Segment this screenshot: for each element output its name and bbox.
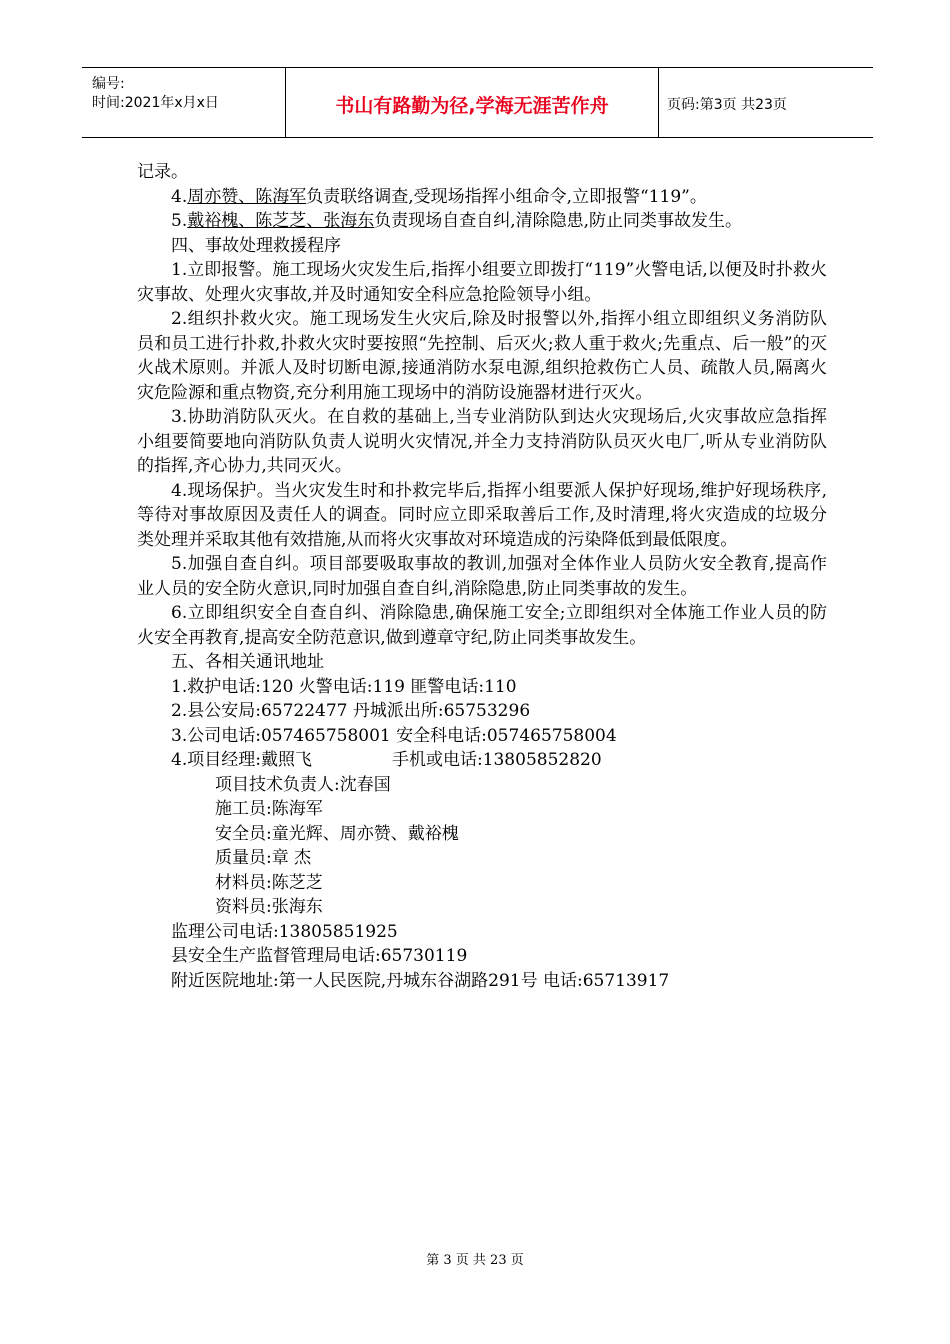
header-motto: 书山有路勤为径,学海无涯苦作舟 <box>335 95 609 117</box>
section-heading: 四、事故处理救援程序 <box>171 235 341 256</box>
staff-line: 安全员:童光辉、周亦赞、戴裕槐 <box>215 823 459 844</box>
contact-line: 附近医院地址:第一人民医院,丹城东谷湖路291号 电话:65713917 <box>171 970 670 991</box>
section-heading: 五、各相关通讯地址 <box>171 652 324 672</box>
paragraph: 5.戴裕槐、陈芝芝、张海东负责现场自查自纠,清除隐患,防止同类事故发生。 <box>171 211 743 231</box>
contact-line: 4.项目经理:戴照飞 手机或电话:13805852820 <box>171 750 602 770</box>
underlined-names: 戴裕槐、陈芝芝、张海东 <box>187 211 375 231</box>
staff-line: 施工员:陈海军 <box>215 799 323 819</box>
paragraph: 6.立即组织安全自查自纠、消除隐患,确保施工安全;立即组织对全体施工作业人员的防火安全再教育,提高安全防范意识,做到遵章守纪,防止同类事故发生。 <box>137 603 827 648</box>
staff-line: 项目技术负责人:沈春国 <box>215 774 391 795</box>
doc-number: 编号: <box>92 76 125 92</box>
paragraph: 4.现场保护。当火灾发生时和扑救完毕后,指挥小组要派人保护好现场,维护好现场秩序,等待对事故原因及责任人的调查。同时应立即采取善后工作,及时清理,将火灾造成的垃圾分类处理并采取其他有效措施,从而将火灾事故对环境造成的污染降低到最低限度。 <box>137 480 827 550</box>
contact-line: 监理公司电话:13805851925 <box>171 921 398 942</box>
header-page-cell <box>659 68 873 137</box>
paragraph: 2.组织扑救火灾。施工现场发生火灾后,除及时报警以外,指挥小组立即组织义务消防队员和员工进行扑救,扑救火灾时要按照“先控制、后灭火;救人重于救火;先重点、后一般”的灭火战术原则。并派人及时切断电源,接通消防水泵电源,组织抢救伤亡人员、疏散人员,隔离火灾危险源和重点物资,充分利用施工现场中的消防设施器材进行灭火。 <box>137 309 827 403</box>
contact-line: 2.县公安局:65722477 丹城派出所:65753296 <box>171 701 531 721</box>
doc-time: 时间:2021年x月x日 <box>92 95 219 111</box>
page-header <box>82 67 873 138</box>
paragraph: 3.协助消防队灭火。在自救的基础上,当专业消防队到达火灾现场后,火灾事故应急指挥小组要简要地向消防队负责人说明火灾情况,并全力支持消防队员灭火电厂,听从专业消防队的指挥,齐心协力,共同灭火。 <box>137 407 827 476</box>
header-meta <box>82 68 286 137</box>
header-page-number: 页码:第3页 共23页 <box>667 97 787 113</box>
page-footer: 第 3 页 共 23 页 <box>426 1253 524 1268</box>
paragraph: 5.加强自查自纠。项目部要吸取事故的教训,加强对全体作业人员防火安全教育,提高作业人员的安全防火意识,同时加强自查自纠,消除隐患,防止同类事故的发生。 <box>137 554 827 599</box>
staff-line: 质量员:章 杰 <box>215 848 312 868</box>
contact-line: 县安全生产监督管理局电话:65730119 <box>171 946 468 966</box>
document-body <box>137 160 827 993</box>
paragraph: 记录。 <box>137 162 188 182</box>
contact-line: 1.救护电话:120 火警电话:119 匪警电话:110 <box>171 676 517 697</box>
underlined-names: 周亦赞、陈海军 <box>187 186 307 207</box>
paragraph: 4.周亦赞、陈海军负责联络调查,受现场指挥小组命令,立即报警“119”。 <box>171 186 707 207</box>
contact-line: 3.公司电话:057465758001 安全科电话:057465758004 <box>171 725 617 746</box>
staff-line: 资料员:张海东 <box>215 897 323 917</box>
staff-line: 材料员:陈芝芝 <box>215 872 323 893</box>
paragraph: 1.立即报警。施工现场火灾发生后,指挥小组要立即拨打“119”火警电话,以便及时扑救火灾事故、处理火灾事故,并及时通知安全科应急抢险领导小组。 <box>137 260 827 305</box>
header-motto-cell <box>286 68 659 137</box>
